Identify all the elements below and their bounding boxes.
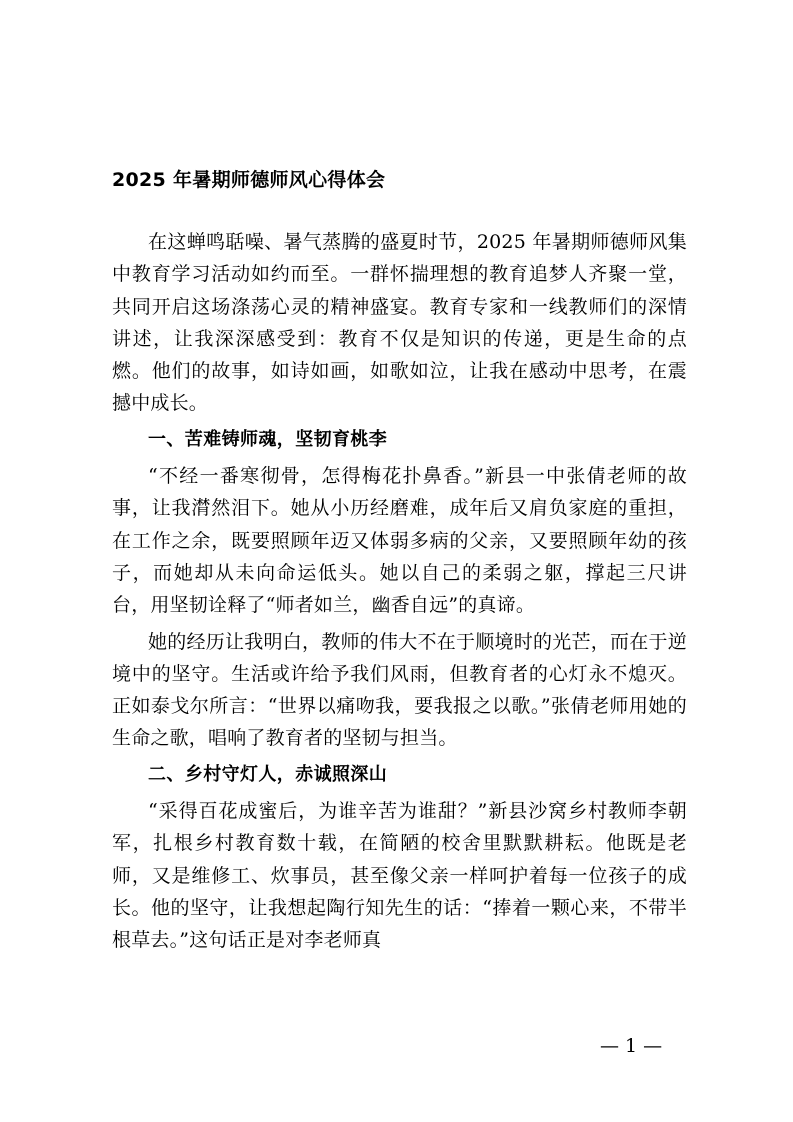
document-body xyxy=(112,226,687,957)
section-2-heading: 二、乡村守灯人，赤诚照深山 xyxy=(148,763,388,785)
page-number: — 1 — xyxy=(600,1035,663,1057)
section-2-paragraph: “采得百花成蜜后，为谁辛苦为谁甜？”新县沙窝乡村教师李朝军，扎根乡村教育数十载，在简陋的校舍里默默耕耘。他既是老师，又是维修工、炊事员，甚至像父亲一样呵护着每一位孩子的成长。他的坚守，让我想起陶行知先生的话：“捧着一颗心来，不带半根草去。”这句话正是对李老师真 xyxy=(112,800,687,952)
section-1-heading: 一、苦难铸师魂，坚韧育桃李 xyxy=(148,428,388,450)
section-1-paragraph: 她的经历让我明白，教师的伟大不在于顺境时的光芒，而在于逆境中的坚守。生活或许给予我们风雨，但教育者的心灯永不熄灭。正如泰戈尔所言：“世界以痛吻我，要我报之以歌。”张倩老师用她的生命之歌，唱响了教育者的坚韧与担当。 xyxy=(112,630,687,750)
document-title: 2025 年暑期师德师风心得体会 xyxy=(112,169,386,191)
intro-paragraph: 在这蝉鸣聒噪、暑气蒸腾的盛夏时节，2025 年暑期师德师风集中教育学习活动如约而至。一群怀揣理想的教育追梦人齐聚一堂，共同开启这场涤荡心灵的精神盛宴。教育专家和一线教师们的深情讲述，让我深深感受到：教育不仅是知识的传递，更是生命的点燃。他们的故事，如诗如画，如歌如泣，让我在感动中思考，在震撼中成长。 xyxy=(112,231,687,415)
section-1-paragraph: “不经一番寒彻骨，怎得梅花扑鼻香。”新县一中张倩老师的故事，让我潸然泪下。她从小历经磨难，成年后又肩负家庭的重担，在工作之余，既要照顾年迈又体弱多病的父亲，又要照顾年幼的孩子，而她却从未向命运低头。她以自己的柔弱之躯，撑起三尺讲台，用坚韧诠释了“师者如兰，幽香自远”的真谛。 xyxy=(112,465,687,617)
